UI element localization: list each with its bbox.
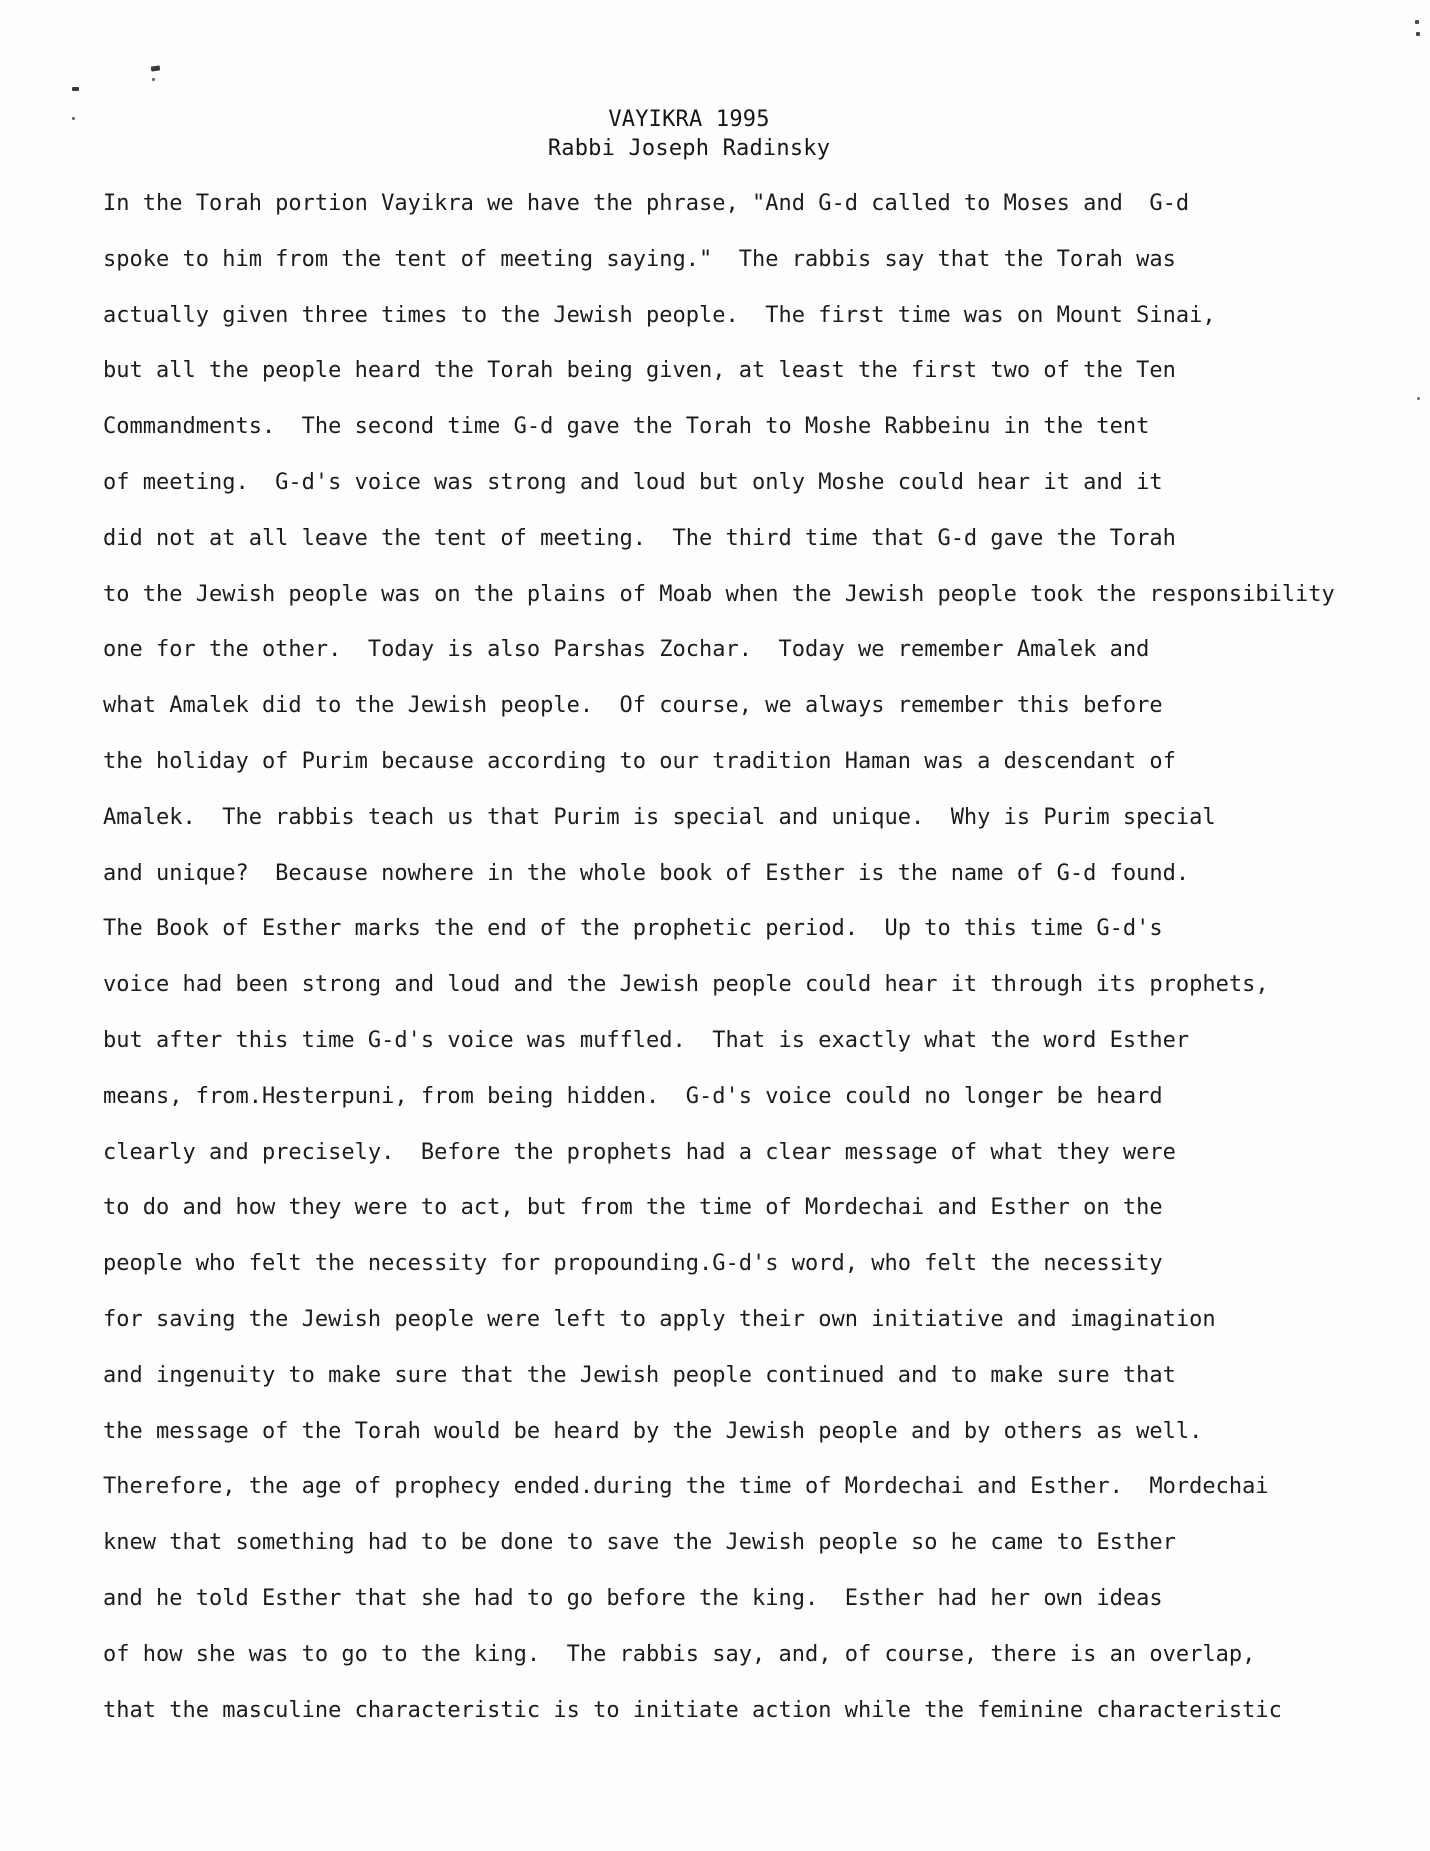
document-author: Rabbi Joseph Radinsky [547, 136, 831, 161]
scan-artifact [1417, 397, 1420, 400]
scan-artifact [1415, 20, 1419, 24]
text-line: actually given three times to the Jewish people. The first time was on Mount Sinai, [103, 302, 1216, 328]
text-line: of meeting. G-d's voice was strong and loud but only Moshe could hear it and it [103, 469, 1163, 495]
scan-artifact [151, 65, 161, 71]
scan-artifact [1416, 32, 1420, 36]
text-line: but all the people heard the Torah being given, at least the first two of the Ten [103, 358, 1176, 384]
text-line: clearly and precisely. Before the prophets had a clear message of what they were [103, 1139, 1176, 1165]
text-line: The Book of Esther marks the end of the prophetic period. Up to this time G-d's [103, 916, 1163, 942]
text-line: what Amalek did to the Jewish people. Of course, we always remember this before [103, 693, 1163, 719]
text-line: the message of the Torah would be heard by the Jewish people and by others as well. [103, 1418, 1203, 1444]
text-line: voice had been strong and loud and the Jewish people could hear it through its prophets, [103, 972, 1269, 998]
text-line: Amalek. The rabbis teach us that Purim is special and unique. Why is Purim special [103, 804, 1216, 830]
text-line: people who felt the necessity for propounding.G-d's word, who felt the necessity [103, 1251, 1163, 1277]
text-line: and ingenuity to make sure that the Jewish people continued and to make sure that [103, 1362, 1176, 1388]
text-line: one for the other. Today is also Parshas Zochar. Today we remember Amalek and [103, 637, 1150, 663]
scan-artifact [152, 78, 155, 81]
text-line: but after this time G-d's voice was muffled. That is exactly what the word Esther [103, 1027, 1190, 1053]
text-line: In the Torah portion Vayikra we have the phrase, "And G-d called to Moses and G-d [103, 191, 1190, 216]
text-line: spoke to him from the tent of meeting saying." The rabbis say that the Torah was [103, 246, 1176, 272]
text-line: knew that something had to be done to save the Jewish people so he came to Esther [103, 1530, 1176, 1556]
text-line: and he told Esther that she had to go before the king. Esther had her own ideas [103, 1585, 1163, 1611]
text-line: Commandments. The second time G-d gave the Torah to Moshe Rabbeinu in the tent [103, 414, 1150, 440]
text-line: means, from.Hesterpuni, from being hidden. G-d's voice could no longer be heard [103, 1083, 1163, 1109]
document-body [103, 176, 1430, 1738]
scan-artifact [72, 117, 75, 120]
document-header [0, 105, 1378, 163]
scan-artifact [72, 87, 79, 91]
page-title: VAYIKRA 1995 [608, 107, 770, 132]
text-line: the holiday of Purim because according to our tradition Haman was a descendant of [103, 748, 1176, 774]
text-line: to the Jewish people was on the plains of Moab when the Jewish people took the responsibility [103, 581, 1335, 607]
text-line: that the masculine characteristic is to initiate action while the feminine characteristic [103, 1697, 1282, 1723]
text-line: for saving the Jewish people were left to apply their own initiative and imagination [103, 1306, 1216, 1332]
text-line: and unique? Because nowhere in the whole book of Esther is the name of G-d found. [103, 860, 1190, 886]
text-line: to do and how they were to act, but from the time of Mordechai and Esther on the [103, 1195, 1163, 1221]
text-line: of how she was to go to the king. The rabbis say, and, of course, there is an overlap, [103, 1641, 1256, 1667]
text-line: Therefore, the age of prophecy ended.during the time of Mordechai and Esther. Mordechai [103, 1474, 1269, 1500]
text-line: did not at all leave the tent of meeting. The third time that G-d gave the Torah [103, 525, 1176, 551]
